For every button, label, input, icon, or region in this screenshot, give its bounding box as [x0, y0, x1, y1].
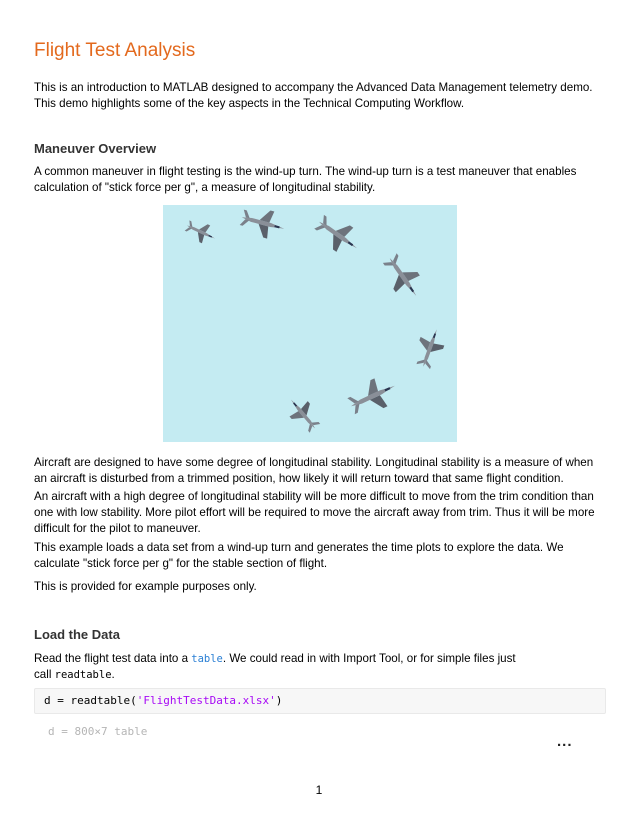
- aircraft-4: [378, 250, 429, 305]
- aircraft-6: [345, 372, 402, 420]
- more-output-ellipsis[interactable]: ...: [557, 733, 573, 750]
- aircraft-illustration: [163, 205, 457, 442]
- maneuver-paragraph-3: An aircraft with a high degree of longitudinal stability will be more difficult to move from the trim condition than one with low stability. More pilot effort will be required to move the aircraft away from trim. Thus it will be more difficult for the pilot to maneuver.: [34, 490, 595, 535]
- load-text-3: .: [111, 668, 115, 681]
- maneuver-paragraph-2: Aircraft are designed to have some degree of longitudinal stability. Longitudinal stability is a measure of when an aircraft is disturbed from a trimmed position, how likely it will return toward that same flight condition.: [34, 456, 594, 485]
- windup-turn-figure: [163, 205, 457, 442]
- code-cell[interactable]: [34, 688, 606, 714]
- readtable-inline-code: readtable: [54, 669, 112, 681]
- section-heading-load-data: Load the Data: [34, 627, 120, 642]
- aircraft-3: [311, 210, 366, 261]
- page-number: 1: [315, 783, 323, 797]
- load-data-paragraph: [34, 651, 534, 683]
- aircraft-2: [238, 205, 288, 242]
- maneuver-paragraph-1: A common maneuver in flight testing is the wind-up turn. The wind-up turn is a test maneuver that enables calculation of "stick force per g", a measure of longitudinal stability.: [34, 165, 577, 194]
- code-string-literal: 'FlightTestData.xlsx': [136, 694, 276, 707]
- intro-paragraph: This is an introduction to MATLAB designed to accompany the Advanced Data Management telemetry demo. This demo highlights some of the key aspects in the Technical Computing Workflow.: [34, 81, 593, 110]
- aircraft-1: [183, 217, 219, 248]
- aircraft-7: [282, 392, 324, 436]
- load-text-2: . We could read in with Import Tool, or for simple files just call: [34, 652, 516, 681]
- code-part-1: d = readtable(: [44, 694, 137, 707]
- code-part-2: ): [275, 694, 283, 707]
- code-output: d = 800×7 table: [48, 725, 148, 738]
- aircraft-5: [411, 325, 448, 371]
- maneuver-paragraph-5: This is provided for example purposes only.: [34, 580, 257, 593]
- section-heading-maneuver-overview: Maneuver Overview: [34, 141, 157, 156]
- page-title: Flight Test Analysis: [34, 40, 196, 61]
- maneuver-paragraph-4: This example loads a data set from a wind-up turn and generates the time plots to explore the data. We calculate "stick force per g" for the stable section of flight.: [34, 541, 564, 570]
- table-doc-link[interactable]: table: [191, 653, 223, 665]
- load-text-1: Read the flight test data into a: [34, 652, 192, 665]
